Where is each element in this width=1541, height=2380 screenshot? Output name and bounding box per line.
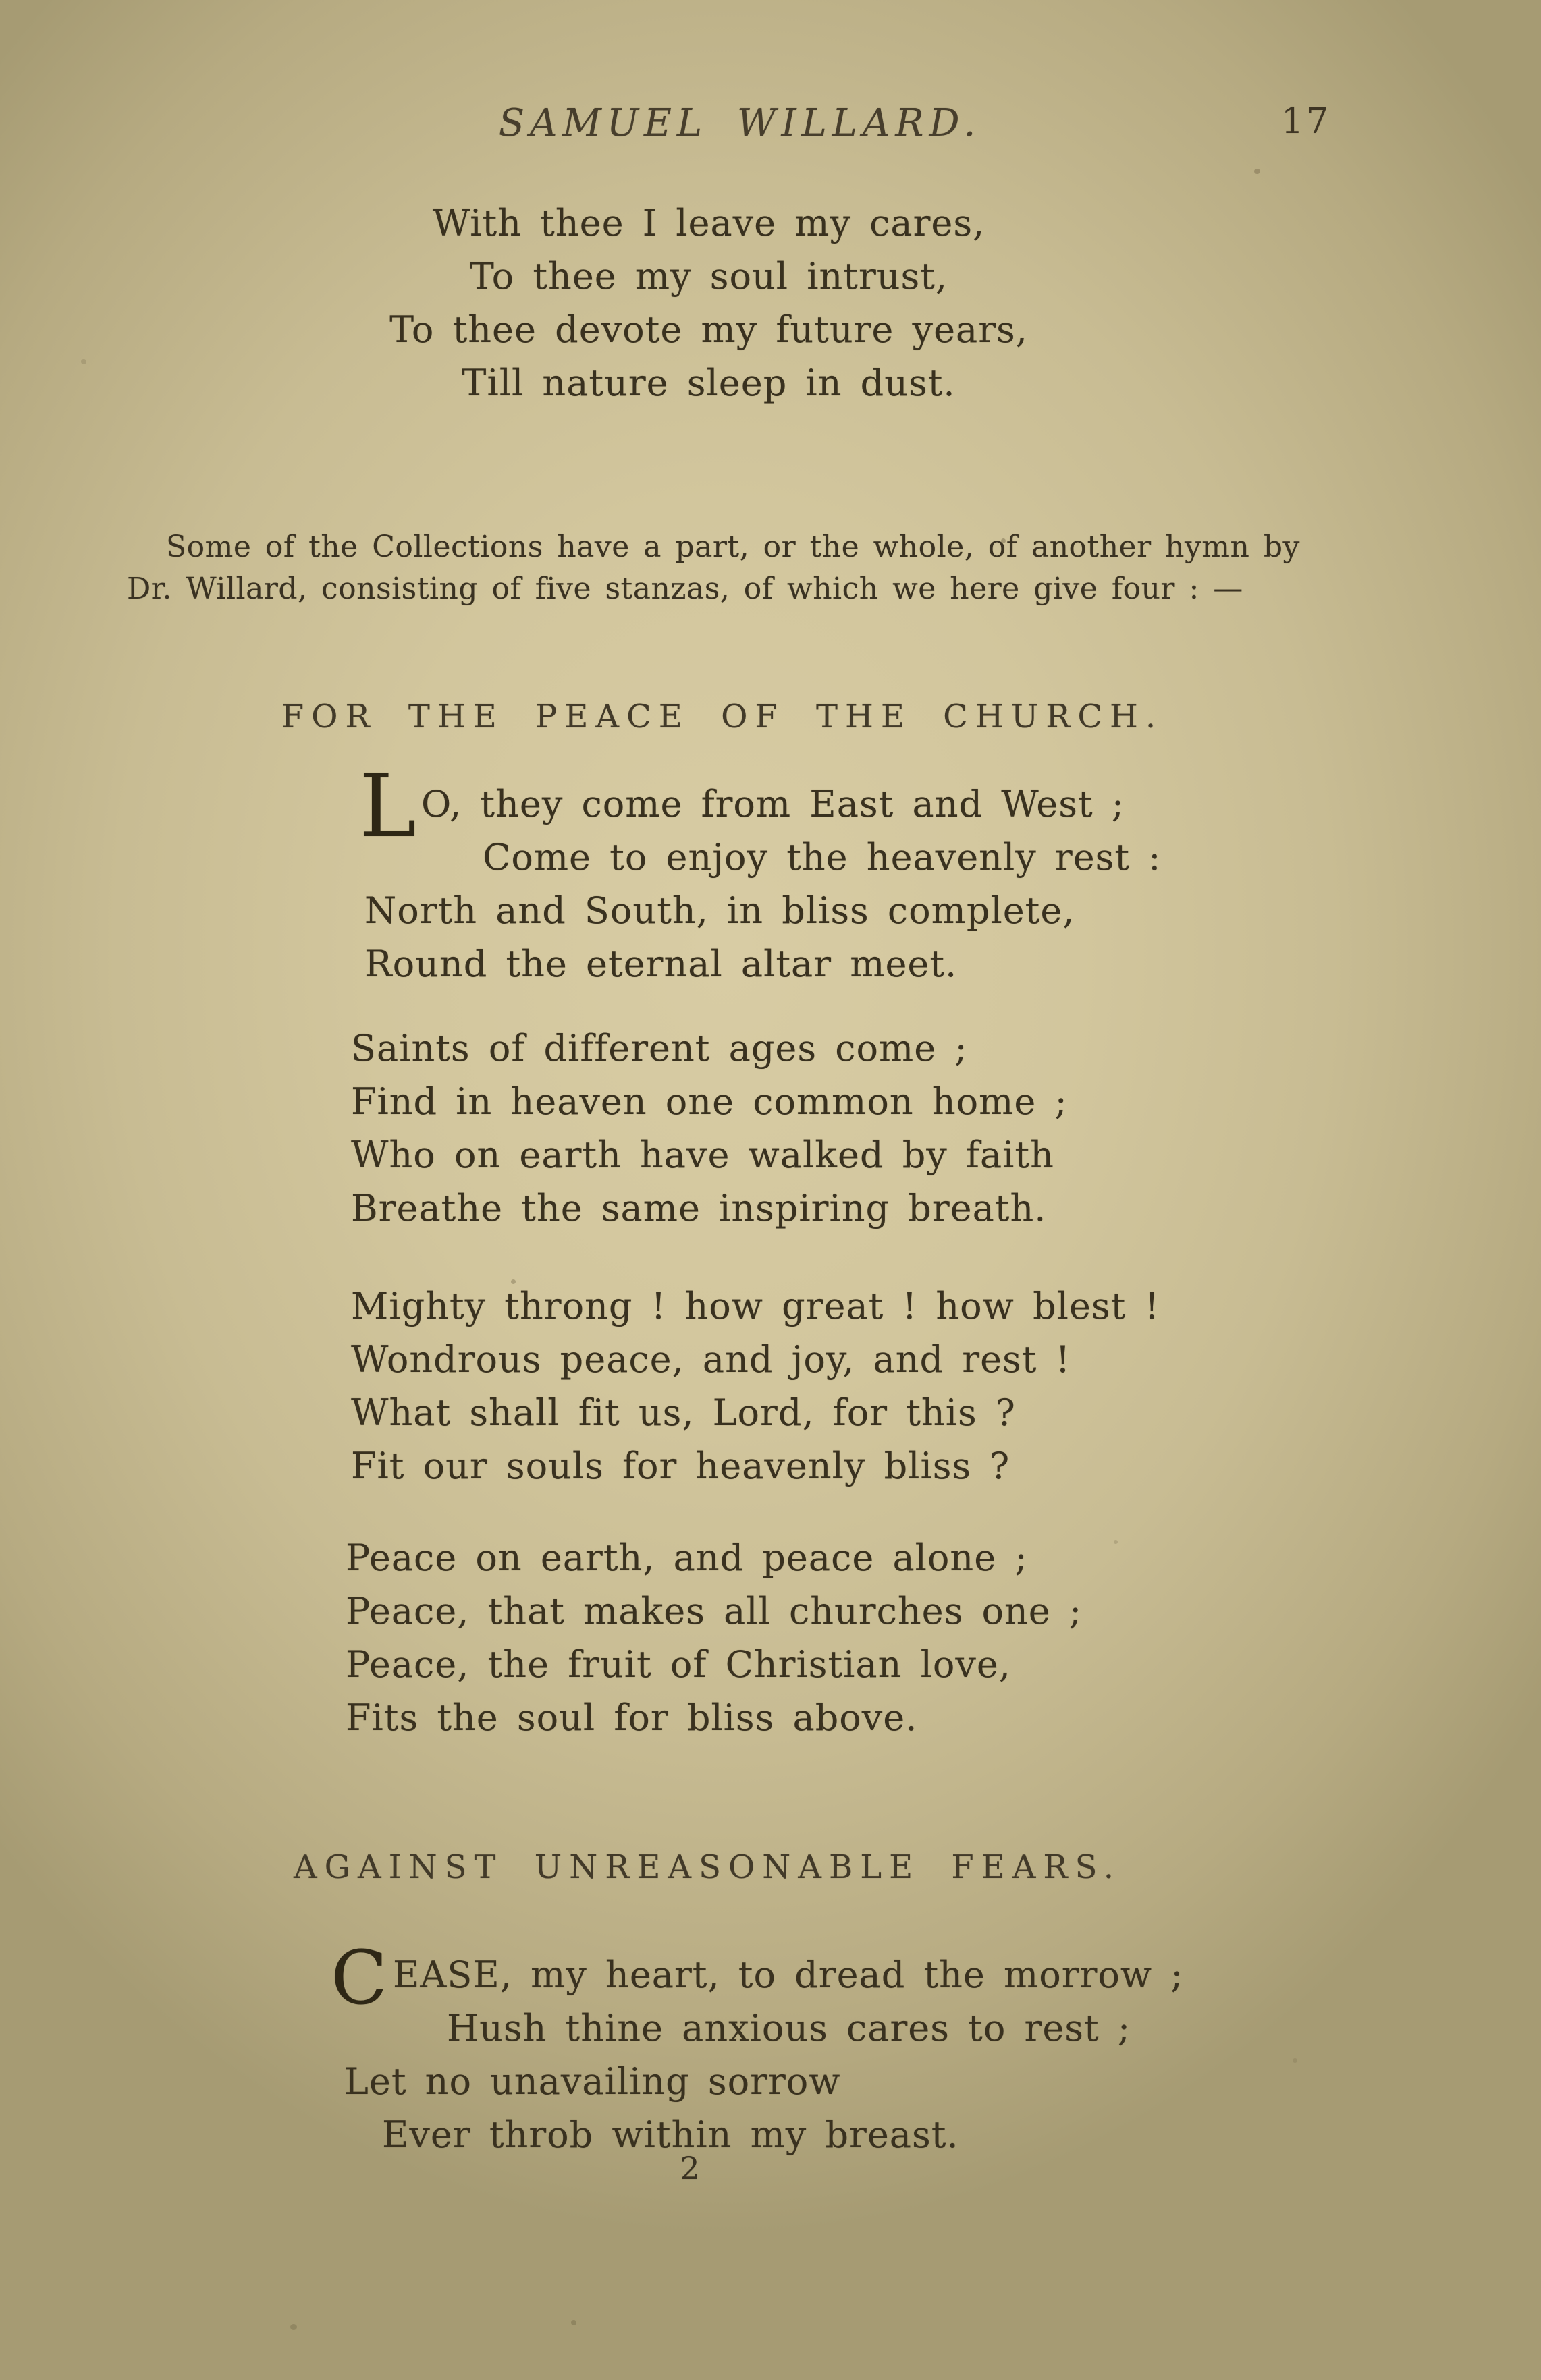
paper-speck — [1293, 2058, 1297, 2063]
section-heading: FOR THE PEACE OF THE CHURCH. — [281, 698, 1164, 736]
paragraph-line: Some of the Collections have a part, or the whole, of another hymn by — [166, 530, 1300, 564]
page-number: 17 — [1281, 101, 1332, 142]
stanza-line: Wondrous peace, and joy, and rest ! — [351, 1338, 1071, 1381]
paper-speck — [571, 2320, 576, 2325]
stanza-line: What shall fit us, Lord, for this ? — [351, 1391, 1016, 1434]
stanza-line: Let no unavailing sorrow — [344, 2060, 841, 2103]
stanza-line: EASE, my heart, to dread the morrow ; — [393, 1954, 1184, 1996]
paper-speck — [290, 2324, 297, 2330]
stanza-line: Breathe the same inspiring breath. — [351, 1187, 1047, 1229]
paper-speck — [511, 1279, 516, 1284]
stanza-line: Saints of different ages come ; — [351, 1027, 968, 1070]
stanza-line: Mighty throng ! how great ! how blest ! — [351, 1285, 1160, 1327]
paper-speck — [1001, 538, 1006, 543]
page-title: SAMUEL WILLARD. — [498, 101, 981, 145]
stanza-line: Find in heaven one common home ; — [351, 1080, 1068, 1123]
stanza-line: To thee my soul intrust, — [469, 255, 948, 298]
drop-cap: L — [359, 756, 416, 857]
stanza-line: North and South, in bliss complete, — [364, 889, 1075, 932]
stanza-line: Who on earth have walked by faith — [351, 1134, 1054, 1176]
intro-paragraph — [127, 526, 1355, 610]
stanza-line: Fits the soul for bliss above. — [346, 1696, 918, 1739]
stanza-line: With thee I leave my cares, — [432, 202, 985, 244]
section-heading: AGAINST UNREASONABLE FEARS. — [293, 1848, 1121, 1886]
hymn-stanza — [351, 1022, 1068, 1235]
hymn-stanza — [351, 1279, 1160, 1493]
signature-mark: 2 — [680, 2150, 700, 2186]
running-header — [0, 101, 1480, 145]
paper-speck — [1254, 169, 1260, 174]
paragraph-line: Dr. Willard, consisting of five stanzas, of which we here give four : — — [127, 572, 1243, 606]
drop-cap: C — [331, 1935, 388, 2021]
stanza-line: Till nature sleep in dust. — [462, 362, 956, 404]
stanza-line: Fit our souls for heavenly bliss ? — [351, 1445, 1010, 1487]
hymn-stanza — [331, 1935, 1184, 2161]
stanza-line: To thee devote my future years, — [389, 308, 1028, 351]
paper-speck — [81, 359, 86, 364]
hymn-stanza — [359, 756, 1162, 991]
stanza-line: O, they come from East and West ; — [421, 783, 1125, 825]
hymn-stanza — [346, 1531, 1082, 1744]
stanza-line: Hush thine anxious cares to rest ; — [447, 2007, 1131, 2049]
opening-stanza — [236, 196, 1181, 410]
stanza-line: Peace on earth, and peace alone ; — [346, 1537, 1028, 1579]
stanza-line: Round the eternal altar meet. — [364, 943, 958, 985]
stanza-line: Ever throb within my breast. — [382, 2113, 959, 2156]
paper-speck — [1114, 1540, 1118, 1544]
stanza-line: Peace, that makes all churches one ; — [346, 1590, 1083, 1632]
stanza-line: Come to enjoy the heavenly rest : — [483, 836, 1162, 879]
stanza-line: Peace, the fruit of Christian love, — [346, 1643, 1011, 1686]
